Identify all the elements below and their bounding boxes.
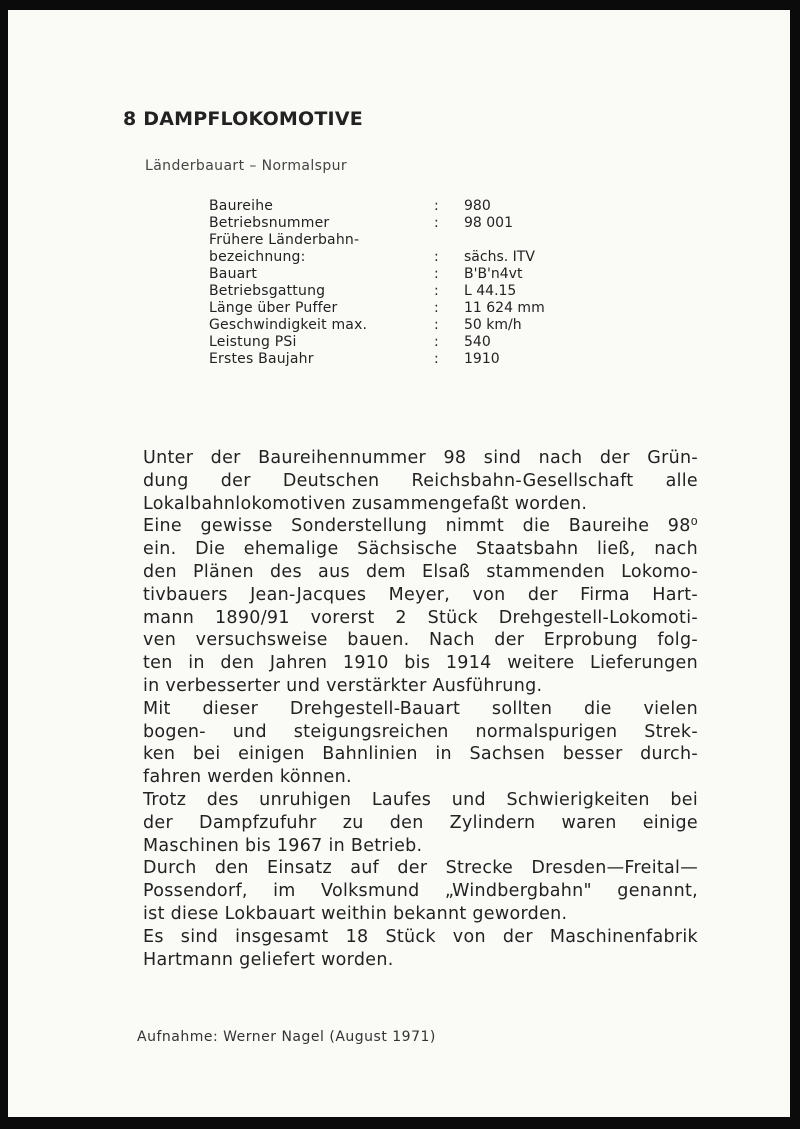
- spec-colon: :: [434, 317, 439, 333]
- body-line: Mit dieser Drehgestell-Bauart sollten die vielen: [143, 698, 698, 719]
- spec-colon: [434, 232, 464, 249]
- spec-label: Bauart: [209, 266, 258, 282]
- spec-colon: :: [434, 198, 439, 214]
- spec-colon: :: [434, 334, 439, 350]
- body-line: ist diese Lokbauart weithin bekannt geworden.: [143, 903, 568, 924]
- spec-label: Länge über Puffer: [209, 300, 338, 316]
- spec-row: [209, 300, 609, 317]
- spec-colon: :: [434, 300, 439, 316]
- body-line: Unter der Baureihennummer 98 sind nach der Grün-: [143, 448, 698, 468]
- spec-label: Frühere Länderbahn-: [209, 232, 360, 248]
- body-line: mann 1890/91 vorerst 2 Stück Drehgestell-Lokomoti-: [143, 607, 698, 628]
- body-line: dung der Deutschen Reichsbahn-Gesellschaft alle: [143, 470, 698, 491]
- spec-label: Leistung PSi: [209, 334, 297, 350]
- spec-row: [209, 351, 609, 368]
- body-line: bogen- und steigungsreichen normalspurigen Strek-: [143, 721, 698, 742]
- spec-row: [209, 249, 609, 266]
- document-title: 8 DAMPFLOKOMOTIVE: [123, 108, 363, 130]
- body-line: der Dampfzufuhr zu den Zylindern waren einige: [143, 812, 698, 833]
- spec-label: Betriebsnummer: [209, 215, 330, 231]
- body-paragraph: [143, 447, 698, 971]
- spec-colon: :: [434, 249, 439, 265]
- spec-row: [209, 266, 609, 283]
- spec-value: 1910: [464, 351, 500, 367]
- spec-colon: :: [434, 351, 439, 367]
- body-line: Trotz des unruhigen Laufes und Schwierigkeiten bei: [143, 789, 698, 810]
- document-subtitle: Länderbauart – Normalspur: [145, 158, 348, 174]
- spec-row: [209, 334, 609, 351]
- spec-table: [209, 198, 609, 368]
- spec-value: 980: [464, 198, 491, 214]
- spec-colon: :: [434, 283, 439, 299]
- body-line: ken bei einigen Bahnlinien in Sachsen besser durch-: [143, 744, 698, 765]
- body-line: ven versuchsweise bauen. Nach der Erprobung folg-: [143, 630, 698, 651]
- body-line: den Plänen des aus dem Elsaß stammenden Lokomo-: [143, 561, 698, 582]
- spec-row: [209, 232, 609, 249]
- body-line: fahren werden können.: [143, 767, 352, 788]
- body-line: Es sind insgesamt 18 Stück von der Maschinenfabrik: [143, 926, 698, 947]
- body-line: Possendorf, im Volksmund „Windbergbahn" genannt,: [143, 881, 698, 902]
- spec-colon: :: [434, 266, 439, 282]
- spec-row: [209, 317, 609, 334]
- body-line: Lokalbahnlokomotiven zusammengefaßt worden.: [143, 493, 588, 514]
- photo-credit: Aufnahme: Werner Nagel (August 1971): [137, 1029, 436, 1045]
- document-card: [8, 10, 790, 1117]
- spec-value: sächs. ITV: [464, 249, 535, 265]
- spec-label: Baureihe: [209, 198, 274, 214]
- spec-value: B'B'n4vt: [464, 266, 523, 282]
- body-line: Durch den Einsatz auf der Strecke Dresden—Freital—: [143, 858, 698, 879]
- body-line: tivbauers Jean-Jacques Meyer, von der Firma Hart-: [143, 584, 698, 605]
- spec-value: 540: [464, 334, 491, 350]
- spec-label: Betriebsgattung: [209, 283, 326, 299]
- body-line: Eine gewisse Sonderstellung nimmt die Baureihe 98⁰: [143, 516, 698, 537]
- spec-value: 11 624 mm: [464, 300, 545, 316]
- spec-colon: :: [434, 215, 439, 231]
- body-line: ten in den Jahren 1910 bis 1914 weitere Lieferungen: [143, 653, 698, 674]
- body-line: in verbesserter und verstärkter Ausführung.: [143, 675, 543, 696]
- spec-row: [209, 198, 609, 215]
- spec-label: Erstes Baujahr: [209, 351, 314, 367]
- spec-value: 98 001: [464, 215, 513, 231]
- spec-value: 50 km/h: [464, 317, 522, 333]
- spec-row: [209, 283, 609, 300]
- spec-row: [209, 215, 609, 232]
- body-line: Maschinen bis 1967 in Betrieb.: [143, 835, 423, 856]
- spec-label: bezeichnung:: [209, 249, 306, 265]
- body-line: ein. Die ehemalige Sächsische Staatsbahn ließ, nach: [143, 539, 698, 560]
- spec-label: Geschwindigkeit max.: [209, 317, 368, 333]
- body-line: Hartmann geliefert worden.: [143, 949, 394, 970]
- spec-value: L 44.15: [464, 283, 517, 299]
